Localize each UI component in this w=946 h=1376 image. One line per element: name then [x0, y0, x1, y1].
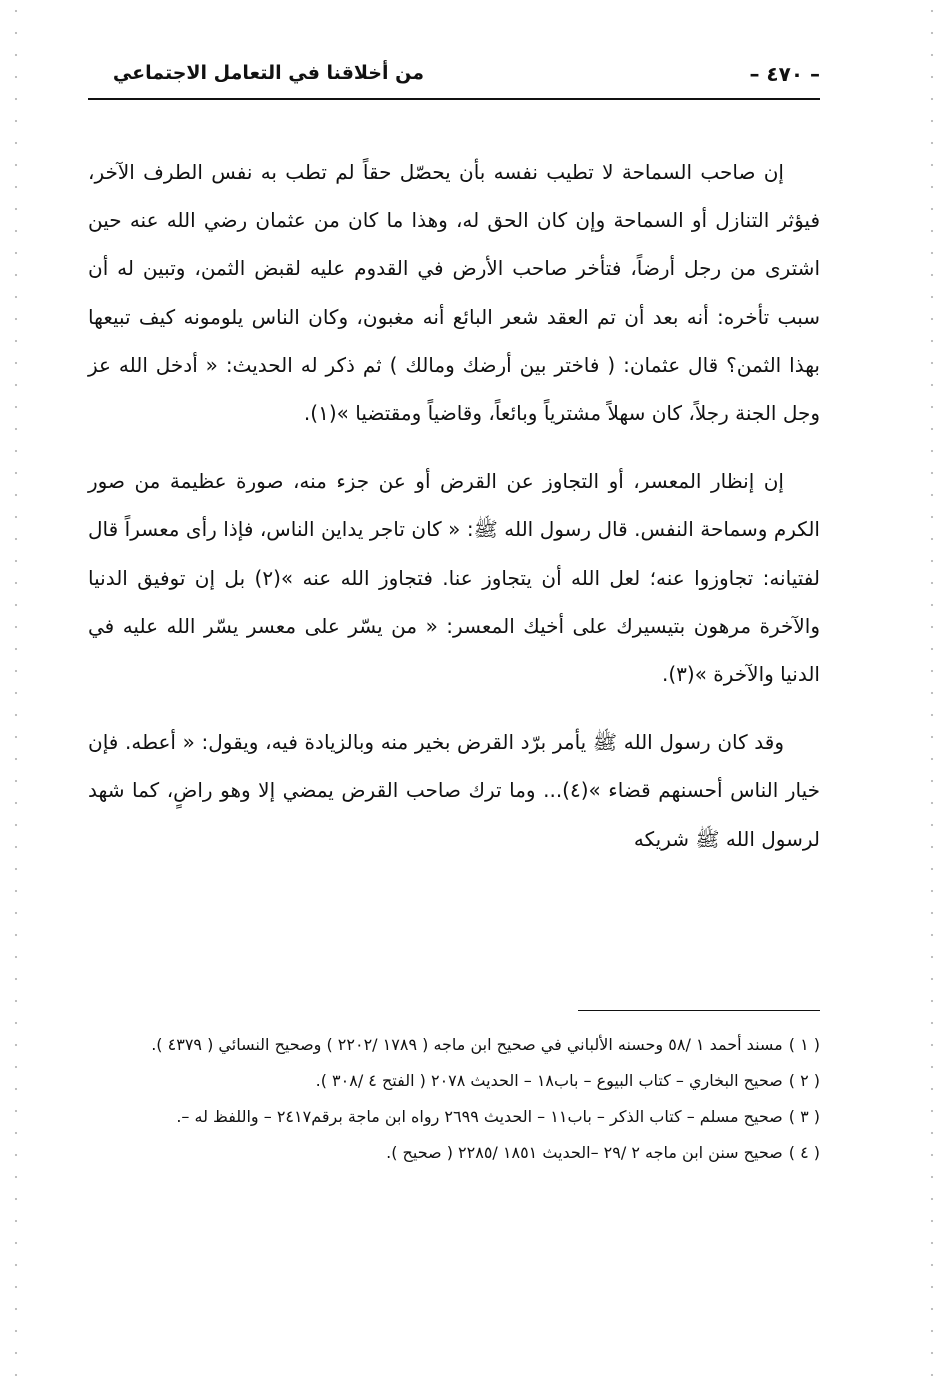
footnote-text: مسند أحمد ١ /٥٨ وحسنه الألباني في صحيح ابن ماجه ( ١٧٨٩ /٢٢٠٢ ) وصحيح النسائي ( ٤٣٧٩ ).	[151, 1035, 783, 1054]
left-margin-dots	[14, 0, 18, 1376]
paragraph-3: وقد كان رسول الله ﷺ يأمر برّد القرض بخير منه وبالزيادة فيه، ويقول: « أعطه. فإن خيار الناس أحسنهم قضاء »(٤)... وما ترك صاحب القرض يمضي إلا وهو راضٍ، كما شهد لرسول الله ﷺ شريكه	[88, 730, 820, 851]
paragraph-1: إن صاحب السماحة لا تطيب نفسه بأن يحصّل حقاً لم تطب به نفس الطرف الآخر، فيؤثر التنازل أو السماحة وإن كان الحق له، وهذا ما كان من عثمان رضي الله عنه حين اشترى من رجل أرضاً، فتأخر صاحب الأرض في القدوم عليه لقبض الثمن، وتبين له أن سبب تأخره: أنه بعد أن تم العقد شعر البائع أنه مغبون، وكان الناس يلومونه كيف تبيعها بهذا الثمن؟ قال عثمان: ( فاختر بين أرضك ومالك ) ثم ذكر له الحديث: « أدخل الله عز وجل الجنة رجلاً، كان سهلاً مشترياً وبائعاً، وقاضياً ومقتضيا »(١).	[88, 160, 820, 426]
page-number: – ٤٧٠ –	[749, 62, 820, 86]
footnote-text: صحيح البخاري – كتاب البيوع – باب١٨ – الحديث ٢٠٧٨ ( الفتح ٤ /٣٠٨ ).	[315, 1071, 783, 1090]
footnote-number: ( ٢ )	[788, 1071, 820, 1090]
footnote-number: ( ١ )	[788, 1035, 820, 1054]
footnote-number: ( ٤ )	[788, 1143, 820, 1162]
running-header	[88, 52, 820, 96]
footnote-text: صحيح سنن ابن ماجه ٢ /٢٩ –الحديث ١٨٥١ /٢٢٨٥ ( صحيح ).	[386, 1143, 783, 1162]
footnote-number: ( ٣ )	[788, 1107, 820, 1126]
right-margin-dots	[930, 0, 934, 1376]
body-text	[88, 148, 820, 863]
header-title: من أخلاقنا في التعامل الاجتماعي	[112, 62, 424, 84]
footnote-3	[88, 1102, 820, 1132]
header-rule	[88, 98, 820, 100]
footnote-separator	[578, 1010, 820, 1011]
book-page	[88, 52, 820, 1302]
footnote-text: صحيح مسلم – كتاب الذكر – باب١١ – الحديث ٢٦٩٩ رواه ابن ماجة برقم٢٤١٧ – واللفظ له –.	[176, 1107, 783, 1126]
footnote-4	[88, 1138, 820, 1168]
footnotes	[88, 1030, 820, 1174]
footnote-2	[88, 1066, 820, 1096]
paragraph-2: إن إنظار المعسر، أو التجاوز عن القرض أو عن جزء منه، صورة عظيمة من صور الكرم وسماحة النفس. قال رسول الله ﷺ: « كان تاجر يداين الناس، فإذا رأى معسراً قال لفتيانه: تجاوزوا عنه؛ لعل الله أن يتجاوز عنا. فتجاوز الله عنه »(٢) بل إن توفيق الدنيا والآخرة مرهون بتيسيرك على أخيك المعسر: « من يسّر على معسر يسّر الله عليه في الدنيا والآخرة »(٣).	[88, 469, 820, 687]
footnote-1	[88, 1030, 820, 1060]
